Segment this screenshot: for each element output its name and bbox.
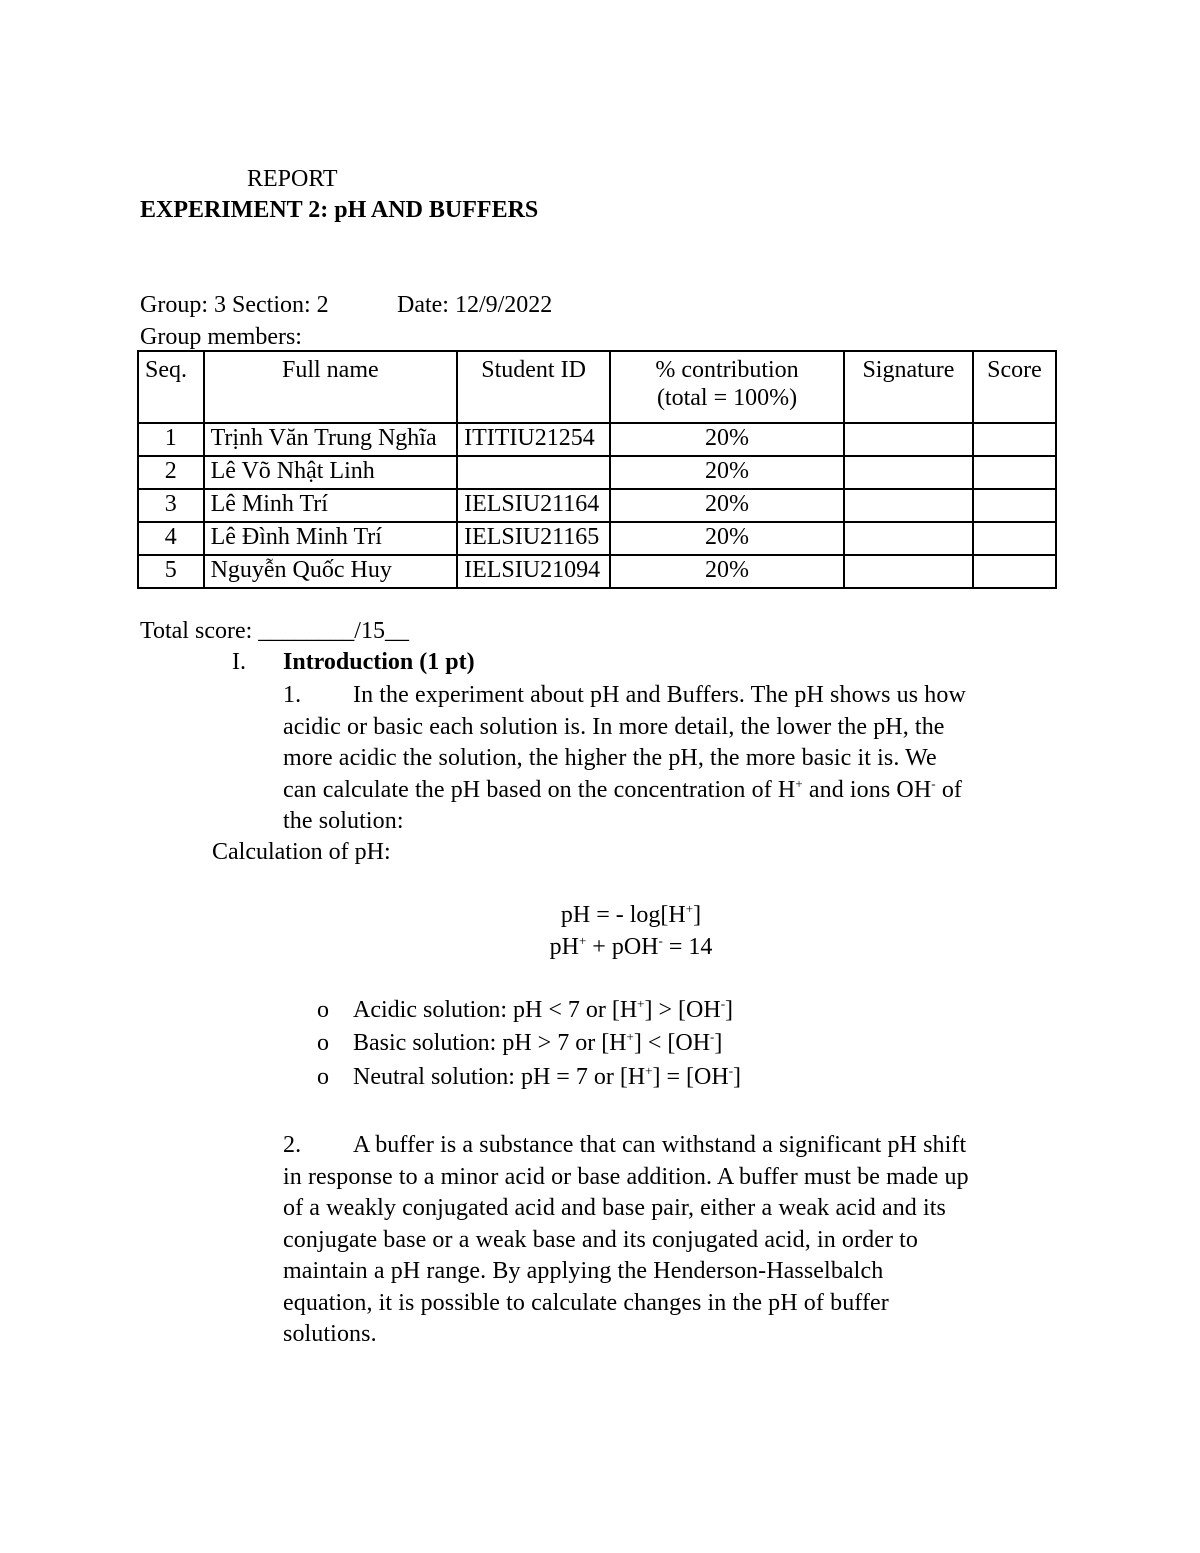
row-full-name: Lê Đình Minh Trí xyxy=(204,522,458,555)
line4-text-b: and ions OH xyxy=(802,776,932,803)
line4-text-c: of xyxy=(935,776,963,803)
row-full-name: Lê Võ Nhật Linh xyxy=(204,456,458,489)
row-score-cell[interactable] xyxy=(973,555,1056,588)
formula-poh-a: pH xyxy=(549,934,579,960)
paragraph-1-line: more acidic the solution, the higher the pH, the more basic it is. We xyxy=(283,745,937,771)
bullet-text-a: Basic solution: pH > 7 or [H xyxy=(353,1030,627,1056)
paragraph-2-text: A buffer is a substance that can withstand a significant pH shift xyxy=(353,1132,967,1158)
bullet-sup-plus: + xyxy=(637,996,645,1011)
header-signature: Signature xyxy=(844,351,973,423)
row-score-cell[interactable] xyxy=(973,456,1056,489)
row-contribution: 20% xyxy=(610,423,844,456)
table-row xyxy=(138,423,1056,456)
paragraph-1-number: 1. xyxy=(283,682,302,708)
row-seq: 5 xyxy=(138,555,204,588)
bullet-icon: o xyxy=(317,1030,329,1056)
formula-ph-b: ] xyxy=(693,902,702,928)
bullet-sup-plus: + xyxy=(645,1063,653,1078)
row-signature-cell[interactable] xyxy=(844,456,973,489)
bullet-sup-minus: - xyxy=(710,1029,715,1044)
calculation-label: Calculation of pH: xyxy=(212,839,391,865)
bullet-icon: o xyxy=(317,997,329,1023)
row-student-id: IELSIU21165 xyxy=(457,522,610,555)
bullet-text-c: ] xyxy=(714,1030,723,1056)
row-seq: 3 xyxy=(138,489,204,522)
group-section-line: Group: 3 Section: 2 xyxy=(140,292,329,318)
formula-poh-sup2: - xyxy=(658,933,663,948)
row-score-cell[interactable] xyxy=(973,489,1056,522)
row-seq: 4 xyxy=(138,522,204,555)
paragraph-1 xyxy=(283,680,1063,838)
header-score: Score xyxy=(973,351,1056,423)
table-row xyxy=(138,522,1056,555)
header-contribution-line2: (total = 100%) xyxy=(656,385,798,411)
formula-poh-c: = 14 xyxy=(662,934,713,960)
formula-poh-b: + pOH xyxy=(586,934,659,960)
bullet-text-c: ] xyxy=(733,1064,742,1090)
formula-poh-sup1: + xyxy=(578,933,587,948)
paragraph-2-line: equation, it is possible to calculate changes in the pH of buffer xyxy=(283,1289,889,1316)
paragraph-2-line: solutions. xyxy=(283,1321,377,1347)
table-row xyxy=(138,489,1056,522)
paragraph-2-line: conjugate base or a weak base and its conjugated acid, in order to xyxy=(283,1226,919,1253)
header-contribution-line1: % contribution xyxy=(655,357,799,383)
row-signature-cell[interactable] xyxy=(844,423,973,456)
row-full-name: Lê Minh Trí xyxy=(204,489,458,522)
h-plus-sup: + xyxy=(795,775,803,791)
row-signature-cell[interactable] xyxy=(844,555,973,588)
row-seq: 2 xyxy=(138,456,204,489)
experiment-title: EXPERIMENT 2: pH AND BUFFERS xyxy=(140,197,539,223)
paragraph-1-line: acidic or basic each solution is. In more detail, the lower the pH, the xyxy=(283,713,945,740)
row-student-id: IELSIU21164 xyxy=(457,489,610,522)
row-student-id xyxy=(457,456,610,489)
row-student-id: IELSIU21094 xyxy=(457,555,610,588)
paragraph-2-number: 2. xyxy=(283,1132,302,1158)
section-numeral: I. xyxy=(232,649,246,675)
paragraph-2-line xyxy=(283,1130,1063,1162)
bullet-text-a: Neutral solution: pH = 7 or [H xyxy=(353,1064,646,1090)
list-item xyxy=(317,1030,722,1057)
header-seq: Seq. xyxy=(138,351,204,423)
table-header-row xyxy=(138,351,1056,423)
bullet-sup-minus: - xyxy=(728,1063,734,1078)
paragraph-1-line xyxy=(283,775,1063,807)
formula-ph-sup: + xyxy=(685,901,694,916)
paragraph-1-line: the solution: xyxy=(283,808,404,834)
bullet-sup-plus: + xyxy=(626,1029,634,1044)
bullet-icon: o xyxy=(317,1064,329,1090)
row-score-cell[interactable] xyxy=(973,522,1056,555)
bullet-sup-minus: - xyxy=(720,996,726,1011)
paragraph-2-line: in response to a minor acid or base addition. A buffer must be made up xyxy=(283,1163,969,1190)
group-members-label: Group members: xyxy=(140,324,302,350)
table-row xyxy=(138,456,1056,489)
list-item xyxy=(317,1064,741,1091)
row-contribution: 20% xyxy=(610,522,844,555)
row-full-name: Trịnh Văn Trung Nghĩa xyxy=(204,423,458,456)
paragraph-2-line: of a weakly conjugated acid and base pair, either a weak acid and its xyxy=(283,1195,946,1221)
paragraph-1-text: In the experiment about pH and Buffers. The pH shows us how xyxy=(353,682,966,708)
paragraph-2 xyxy=(283,1130,1063,1351)
table-row xyxy=(138,555,1056,588)
row-signature-cell[interactable] xyxy=(844,522,973,555)
line4-text-a: can calculate the pH based on the concentration of H xyxy=(283,776,796,803)
formula-ph-a: pH = - log[H xyxy=(560,902,686,928)
bullet-text-b: ] = [OH xyxy=(652,1064,729,1090)
total-score-line: Total score: ________/15__ xyxy=(140,618,409,644)
row-seq: 1 xyxy=(138,423,204,456)
header-contribution xyxy=(610,351,844,423)
members-table xyxy=(137,350,1057,589)
header-student-id: Student ID xyxy=(457,351,610,423)
bullet-text-b: ] > [OH xyxy=(644,997,721,1023)
row-contribution: 20% xyxy=(610,456,844,489)
bullet-text-b: ] < [OH xyxy=(633,1030,711,1056)
header-full-name: Full name xyxy=(204,351,458,423)
row-full-name: Nguyễn Quốc Huy xyxy=(204,555,458,588)
section-heading: Introduction (1 pt) xyxy=(283,649,475,675)
date-line: Date: 12/9/2022 xyxy=(397,292,553,318)
formula-ph xyxy=(0,902,1200,929)
report-label: REPORT xyxy=(247,166,338,192)
row-contribution: 20% xyxy=(610,489,844,522)
list-item xyxy=(317,997,733,1024)
formula-ph-poh xyxy=(0,934,1200,961)
row-contribution: 20% xyxy=(610,555,844,588)
bullet-text-a: Acidic solution: pH < 7 or [H xyxy=(353,997,638,1023)
bullet-text-c: ] xyxy=(725,997,734,1023)
row-student-id: ITITIU21254 xyxy=(457,423,610,456)
paragraph-2-line: maintain a pH range. By applying the Henderson-Hasselbalch xyxy=(283,1258,884,1284)
row-signature-cell[interactable] xyxy=(844,489,973,522)
oh-minus-sup: - xyxy=(931,775,936,791)
row-score-cell[interactable] xyxy=(973,423,1056,456)
paragraph-1-line xyxy=(283,680,1063,712)
